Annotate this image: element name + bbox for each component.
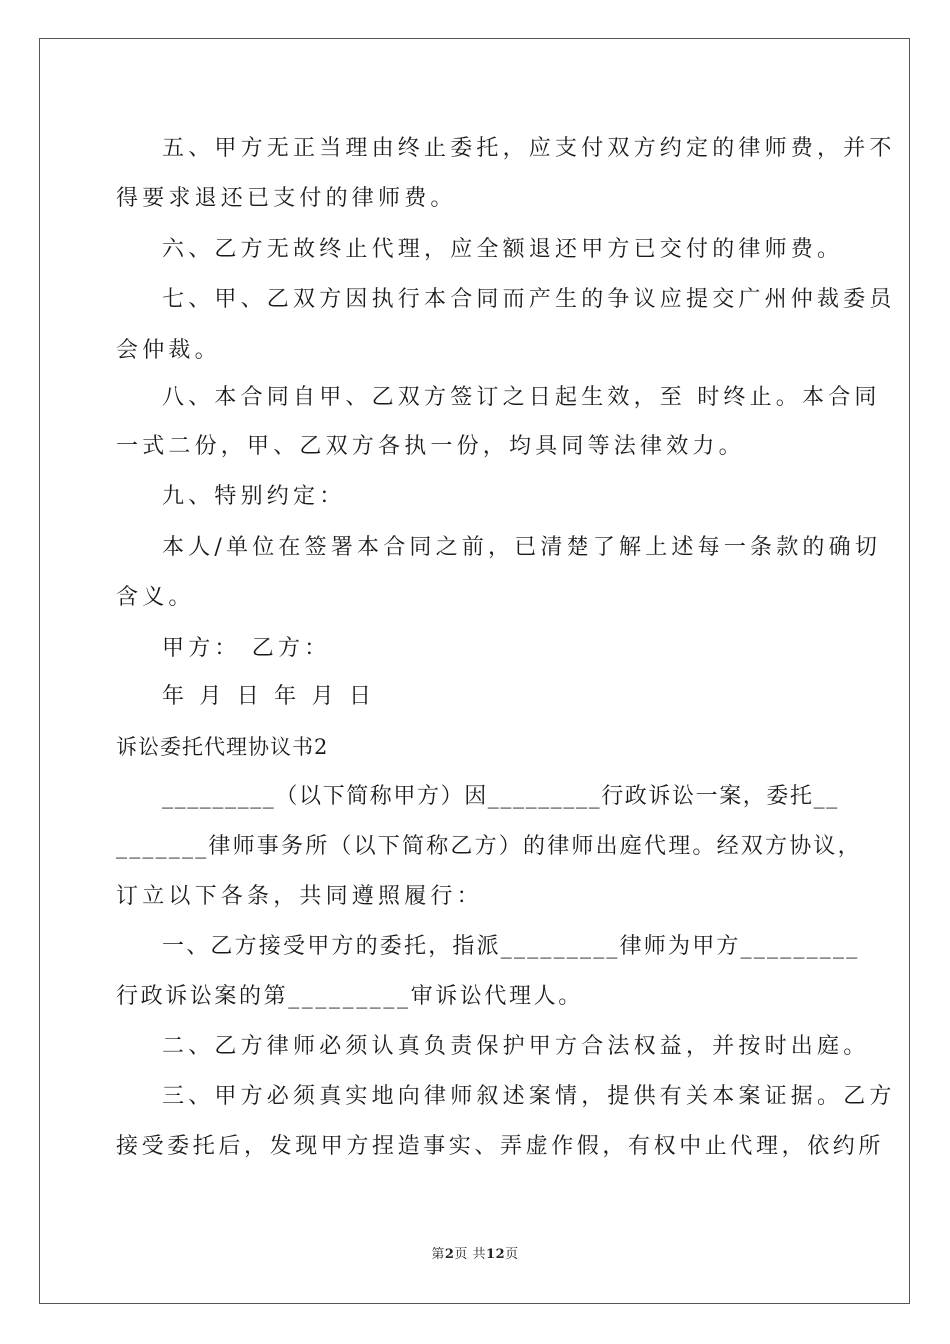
preamble-line-3: 订立以下各条，共同遵照履行： (116, 884, 483, 909)
preamble-line-1: _________（以下简称甲方）因_________行政诉讼一案，委托__ (162, 784, 839, 809)
clause-8-line-1: 八、本合同自甲、乙双方签订之日起生效，至 时终止。本合同 (162, 385, 881, 410)
footer-prefix: 第 (431, 1247, 445, 1262)
article-1-line-1: 一、乙方接受甲方的委托，指派_________律师为甲方_________ (162, 934, 860, 959)
footer-mid: 页 共 (454, 1247, 487, 1262)
footer-suffix: 页 (505, 1247, 519, 1262)
page-border (39, 38, 910, 1304)
signature-parties: 甲方： 乙方： (162, 636, 331, 661)
declaration-line-1: 本人/单位在签署本合同之前，已清楚了解上述每一条款的确切 (162, 535, 882, 560)
total-page-number: 12 (486, 1247, 506, 1262)
clause-7-line-2: 会仲裁。 (116, 338, 221, 363)
clause-8-line-2: 一式二份，甲、乙双方各执一份，均具同等法律效力。 (116, 434, 745, 459)
article-1-line-2: 行政诉讼案的第_________审诉讼代理人。 (116, 984, 583, 1009)
signature-dates: 年 月 日 年 月 日 (162, 684, 376, 709)
article-2-line-1: 二、乙方律师必须认真负责保护甲方合法权益，并按时出庭。 (162, 1034, 870, 1059)
clause-5-line-1: 五、甲方无正当理由终止委托，应支付双方约定的律师费，并不 (162, 136, 896, 161)
clause-5-line-2: 得要求退还已支付的律师费。 (116, 186, 457, 211)
declaration-line-2: 含义。 (116, 585, 195, 610)
page-footer (0, 1246, 950, 1264)
clause-6-line-1: 六、乙方无故终止代理，应全额退还甲方已交付的律师费。 (162, 237, 844, 262)
article-3-line-2: 接受委托后，发现甲方捏造事实、弄虚作假，有权中止代理，依约所 (116, 1134, 885, 1159)
current-page-number: 2 (444, 1247, 455, 1262)
clause-7-line-1: 七、甲、乙双方因执行本合同而产生的争议应提交广州仲裁委员 (162, 287, 896, 312)
agreement-title: 诉讼委托代理协议书2 (116, 735, 329, 759)
article-3-line-1: 三、甲方必须真实地向律师叙述案情，提供有关本案证据。乙方 (162, 1084, 896, 1109)
clause-9-heading: 九、特别约定： (162, 484, 346, 509)
preamble-line-2: _______律师事务所（以下简称乙方）的律师出庭代理。经双方协议， (116, 834, 862, 859)
